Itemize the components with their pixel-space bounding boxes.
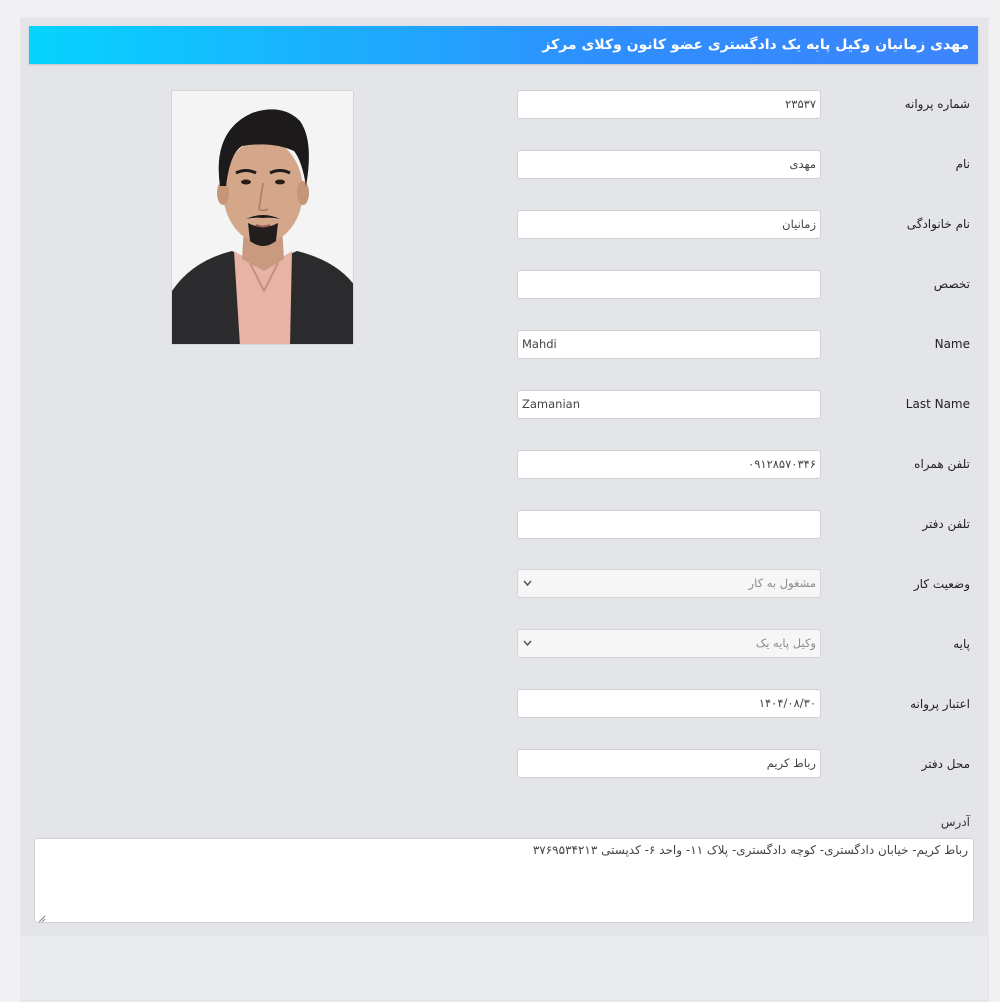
first-name-label: نام [955,157,970,171]
last-name-en-label: Last Name [905,397,970,411]
last-name-fa-field[interactable]: زمانیان [517,210,821,239]
office-phone-field[interactable] [517,510,821,539]
grade-label: پایه [953,637,970,651]
work-status-select[interactable] [517,569,821,598]
address-value: رباط کریم- خیابان دادگستری- کوچه دادگستری- پلاک ۱۱- واحد ۶- کدپستی ۳۷۶۹۵۳۴۲۱۳ [532,843,968,857]
office-phone-label: تلفن دفتر [922,517,970,531]
panel-footer [20,936,987,1000]
profile-photo [171,90,354,345]
grade-select[interactable] [517,629,821,658]
name-en-label: Name [934,337,970,351]
chevron-down-icon [523,630,532,668]
office-location-field[interactable]: رباط کریم [517,749,821,778]
specialty-label: تخصص [933,277,970,291]
license-validity-label: اعتبار پروانه [910,697,970,711]
license-validity-field[interactable]: ۱۴۰۴/۰۸/۳۰ [517,689,821,718]
office-location-label: محل دفتر [921,757,970,771]
last-name-en-field[interactable]: Zamanian [517,390,821,419]
address-textarea[interactable] [34,838,974,923]
license-number-field[interactable]: ۲۳۵۳۷ [517,90,821,119]
page-title: مهدی زمانیان وکیل پایه یک دادگستری عضو کانون وکلای مرکز [29,26,978,64]
mobile-phone-field[interactable]: ۰۹۱۲۸۵۷۰۳۴۶ [517,450,821,479]
work-status-label: وضعیت کار [913,577,970,591]
name-en-field[interactable]: Mahdi [517,330,821,359]
work-status-value: مشغول به کار [748,576,816,590]
specialty-field[interactable] [517,270,821,299]
grade-value: وکیل پایه یک [755,636,816,650]
resize-handle-icon[interactable] [38,912,46,920]
license-number-label: شماره پروانه [904,97,970,111]
last-name-fa-label: نام خانوادگی [906,217,970,231]
mobile-phone-label: تلفن همراه [914,457,970,471]
first-name-field[interactable]: مهدی [517,150,821,179]
address-label: آدرس [940,815,970,829]
chevron-down-icon [523,570,532,608]
